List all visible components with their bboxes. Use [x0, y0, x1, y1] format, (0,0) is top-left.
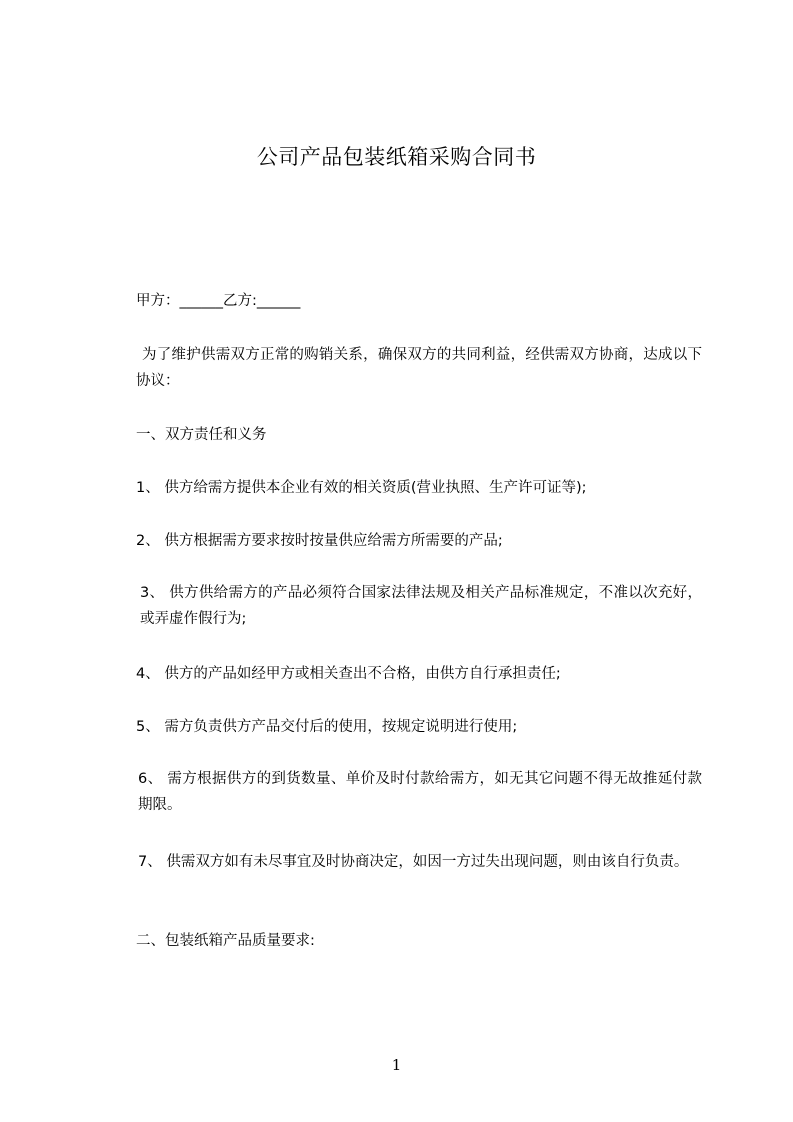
clause-3: 3、 供方供给需方的产品必须符合国家法律法规及相关产品标准规定，不准以次充好，或弄虚作假行为; — [140, 585, 702, 627]
section-2-heading: 二、包装纸箱产品质量要求: — [136, 933, 315, 949]
section-1-heading: 一、双方责任和义务 — [136, 427, 267, 443]
page-number: 1 — [391, 1056, 402, 1074]
document-title: 公司产品包装纸箱采购合同书 — [256, 145, 537, 169]
intro-paragraph: 为了维护供需双方正常的购销关系，确保双方的共同利益，经供需双方协商，达成以下协议： — [136, 347, 702, 389]
parties-line: 甲方：______乙方:______ — [136, 293, 301, 309]
clause-7: 7、 供需双方如有未尽事宜及时协商决定，如因一方过失出现问题，则由该自行负责。 — [138, 854, 689, 870]
clause-6: 6、 需方根据供方的到货数量、单价及时付款给需方，如无其它问题不得无故推延付款期限。 — [138, 771, 702, 813]
clause-5: 5、 需方负责供方产品交付后的使用，按规定说明进行使用; — [136, 719, 518, 735]
clause-2: 2、 供方根据需方要求按时按量供应给需方所需要的产品; — [136, 533, 503, 549]
clause-4: 4、 供方的产品如经甲方或相关查出不合格，由供方自行承担责任; — [136, 666, 561, 682]
clause-1: 1、 供方给需方提供本企业有效的相关资质(营业执照、生产许可证等); — [136, 480, 587, 496]
